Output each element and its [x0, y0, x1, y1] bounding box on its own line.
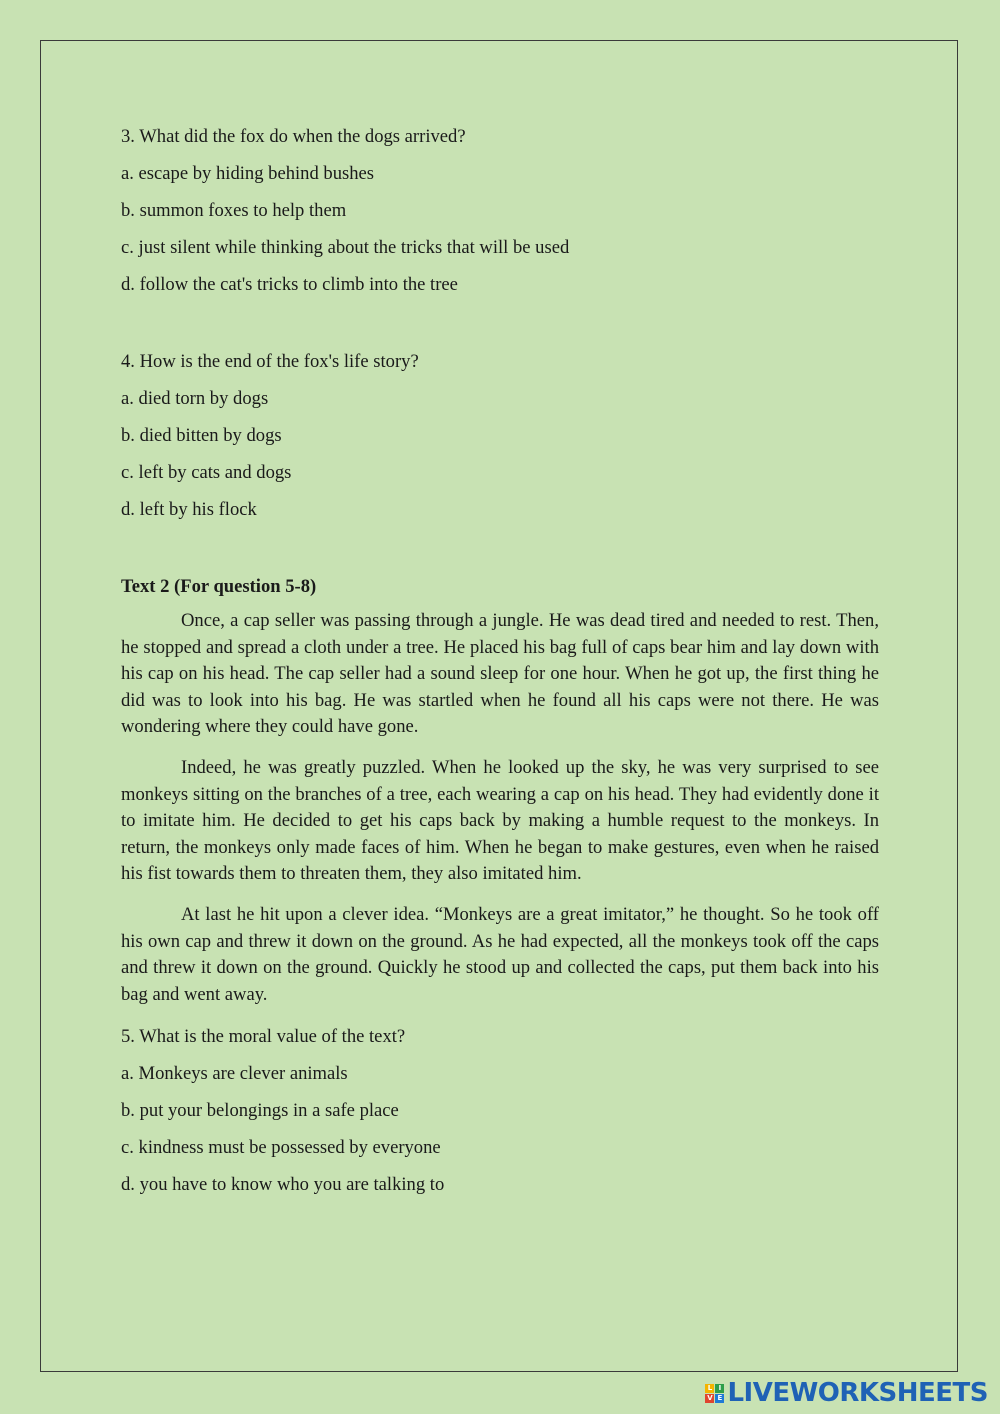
logo-mark-cell-v: V [707, 1393, 713, 1402]
text-2-block [121, 568, 879, 1008]
question-4-option-a: a. died torn by dogs [121, 388, 269, 409]
question-4-option-d: d. left by his flock [121, 499, 257, 520]
logo-mark-cell-l: L [705, 1384, 714, 1393]
liveworksheets-logo[interactable] [705, 1378, 988, 1408]
question-3-block [121, 118, 879, 303]
question-4-text: 4. How is the end of the fox's life story? [121, 351, 419, 372]
text-2-paragraph-3: At last he hit upon a clever idea. “Monkeys are a great imitator,” he thought. So he took off his own cap and threw it down on the ground. As he had expected, all the monkeys took off the caps and threw it down on the ground. Quickly he stood up and collected the caps, put them back into his bag and went away. [121, 903, 879, 1005]
logo-mark-cell-e: E [715, 1394, 724, 1403]
question-5-block [121, 1018, 879, 1203]
question-3-option-c: c. just silent while thinking about the tricks that will be used [121, 237, 570, 258]
liveworksheets-logo-text: LIVEWORKSHEETS [727, 1378, 988, 1408]
question-3-option-a: a. escape by hiding behind bushes [121, 163, 375, 184]
question-4-option-c: c. left by cats and dogs [121, 462, 292, 483]
question-4-block [121, 343, 879, 528]
logo-mark-cell-i: I [715, 1384, 724, 1393]
question-5-text: 5. What is the moral value of the text? [121, 1026, 406, 1048]
question-3-text: 3. What did the fox do when the dogs arrived? [121, 126, 466, 147]
text-2-paragraph-1: Once, a cap seller was passing through a jungle. He was dead tired and needed to rest. Then, he stopped and spread a cloth under a tree. He placed his bag full of caps bear him and lay down with his cap on his head. The cap seller had a sound sleep for one hour. When he got up, the first thing he did was to look into his bag. He was startled when he found all his caps were not there. He was wondering where they could have gone. [121, 610, 879, 738]
question-3-option-d: d. follow the cat's tricks to climb into the tree [121, 274, 458, 295]
worksheet-content [121, 118, 879, 1203]
spacer [121, 303, 879, 343]
text-2-heading: Text 2 (For question 5-8) [121, 576, 317, 597]
text-2-paragraph-2: Indeed, he was greatly puzzled. When he looked up the sky, he was very surprised to see monkeys sitting on the branches of a tree, each wearing a cap on his head. They had evidently done it to imitate him. He decided to get his caps back by making a humble request to the monkeys. In return, the monkeys only made faces of him. When he began to make gestures, even when he raised his fist towards them to threaten them, they also imitated him. [121, 756, 879, 885]
liveworksheets-logo-icon [705, 1384, 724, 1403]
question-5-option-c: c. kindness must be possessed by everyone [121, 1137, 441, 1159]
question-5-option-a: a. Monkeys are clever animals [121, 1063, 348, 1085]
question-4-option-b: b. died bitten by dogs [121, 425, 282, 446]
question-3-option-b: b. summon foxes to help them [121, 200, 347, 221]
spacer [121, 528, 879, 568]
question-5-option-d: d. you have to know who you are talking to [121, 1174, 445, 1196]
question-5-option-b: b. put your belongings in a safe place [121, 1100, 399, 1122]
